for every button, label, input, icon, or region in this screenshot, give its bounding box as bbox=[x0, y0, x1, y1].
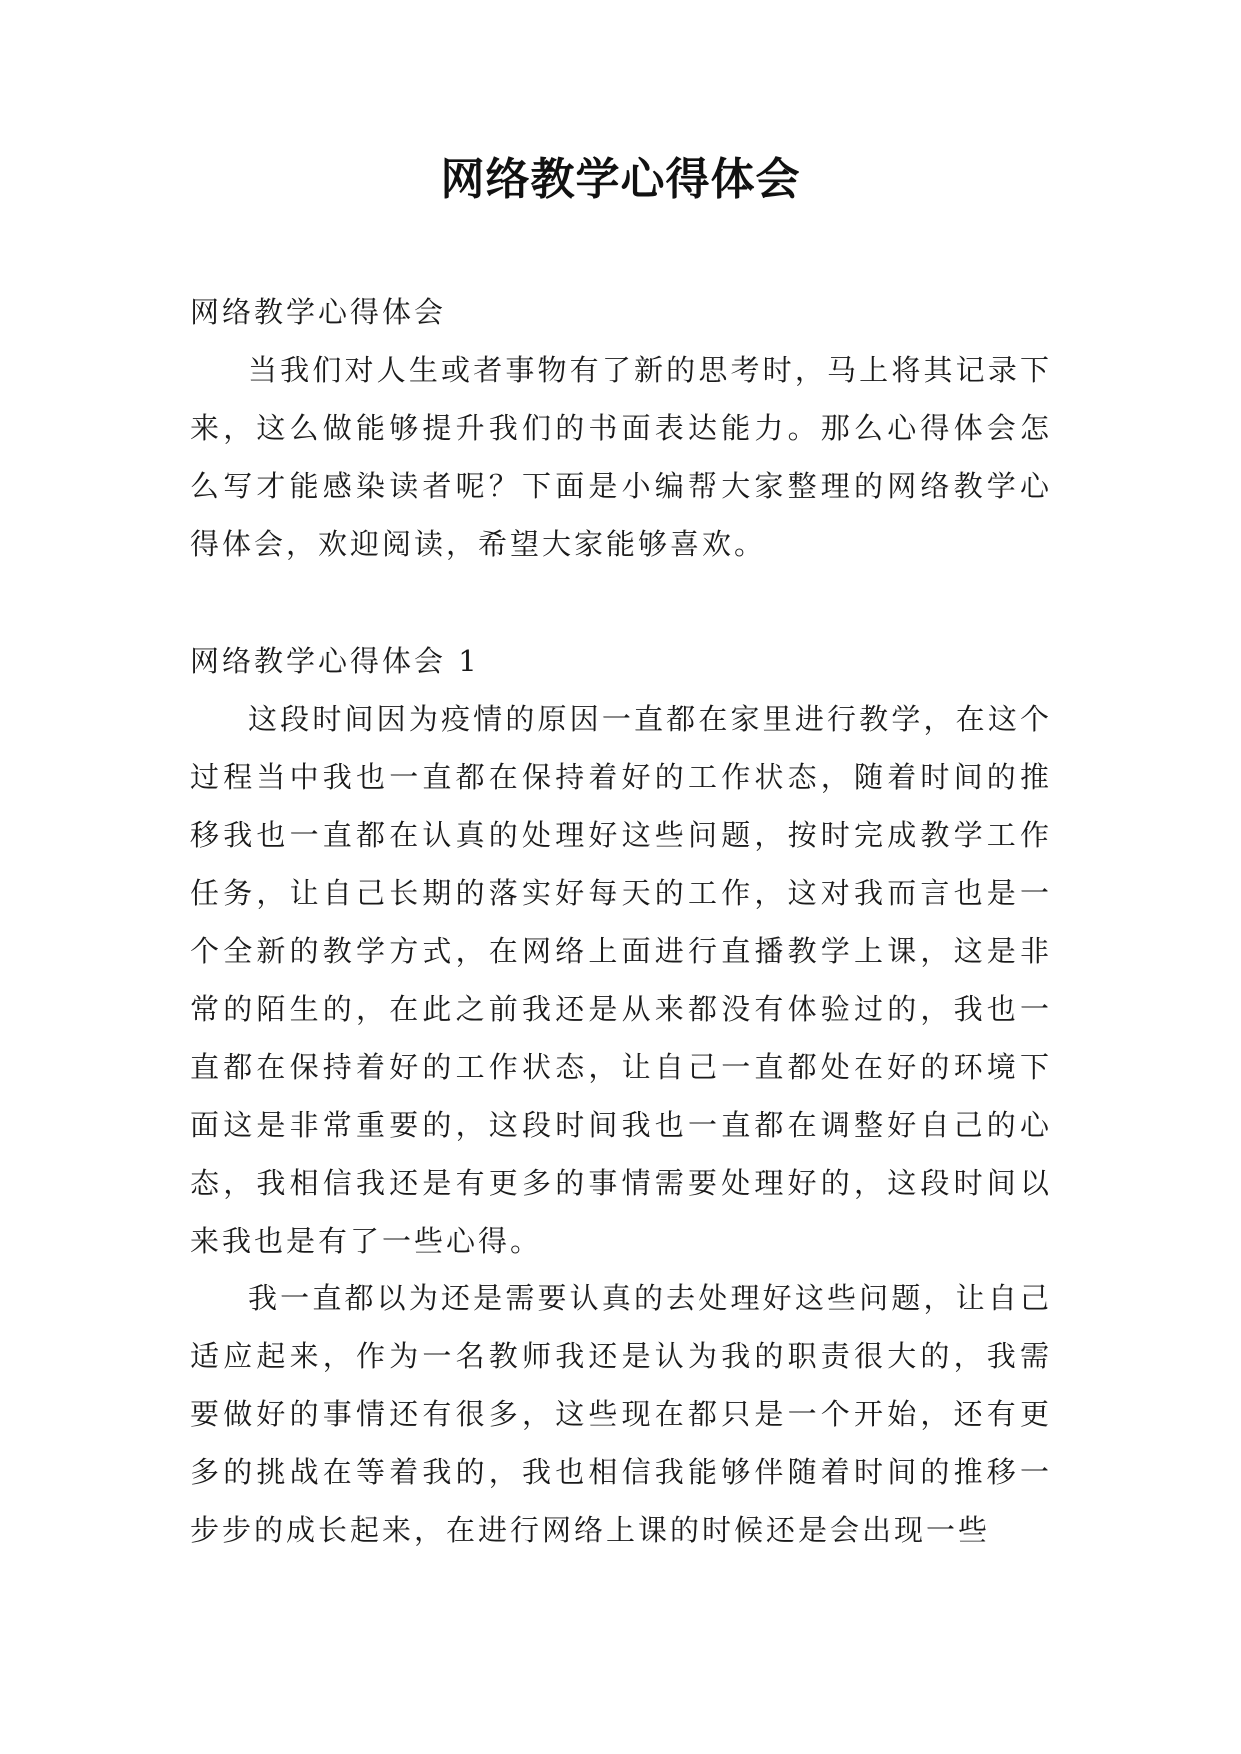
intro-heading: 网络教学心得体会 bbox=[190, 295, 447, 329]
document-title: 网络教学心得体会 bbox=[440, 154, 801, 205]
section-1-heading: 网络教学心得体会 1 bbox=[190, 644, 480, 678]
intro-paragraph: 当我们对人生或者事物有了新的思考时，马上将其记录下来，这么做能够提升我们的书面表达能力。那么心得体会怎么写才能感染读者呢？下面是小编帮大家整理的网络教学心得体会，欢迎阅读，希望大家能够喜欢。 bbox=[190, 353, 1052, 561]
section-1-paragraph-2: 我一直都以为还是需要认真的去处理好这些问题，让自己适应起来，作为一名教师我还是认为我的职责很大的，我需要做好的事情还有很多，这些现在都只是一个开始，还有更多的挑战在等着我的，我也相信我能够伴随着时间的推移一步步的成长起来，在进行网络上课的时候还是会出现一些 bbox=[190, 1281, 1052, 1547]
section-1-paragraph-1: 这段时间因为疫情的原因一直都在家里进行教学，在这个过程当中我也一直都在保持着好的工作状态，随着时间的推移我也一直都在认真的处理好这些问题，按时完成教学工作任务，让自己长期的落实好每天的工作，这对我而言也是一个全新的教学方式，在网络上面进行直播教学上课，这是非常的陌生的，在此之前我还是从来都没有体验过的，我也一直都在保持着好的工作状态，让自己一直都处在好的环境下面这是非常重要的，这段时间我也一直都在调整好自己的心态，我相信我还是有更多的事情需要处理好的，这段时间以来我也是有了一些心得。 bbox=[190, 702, 1052, 1258]
